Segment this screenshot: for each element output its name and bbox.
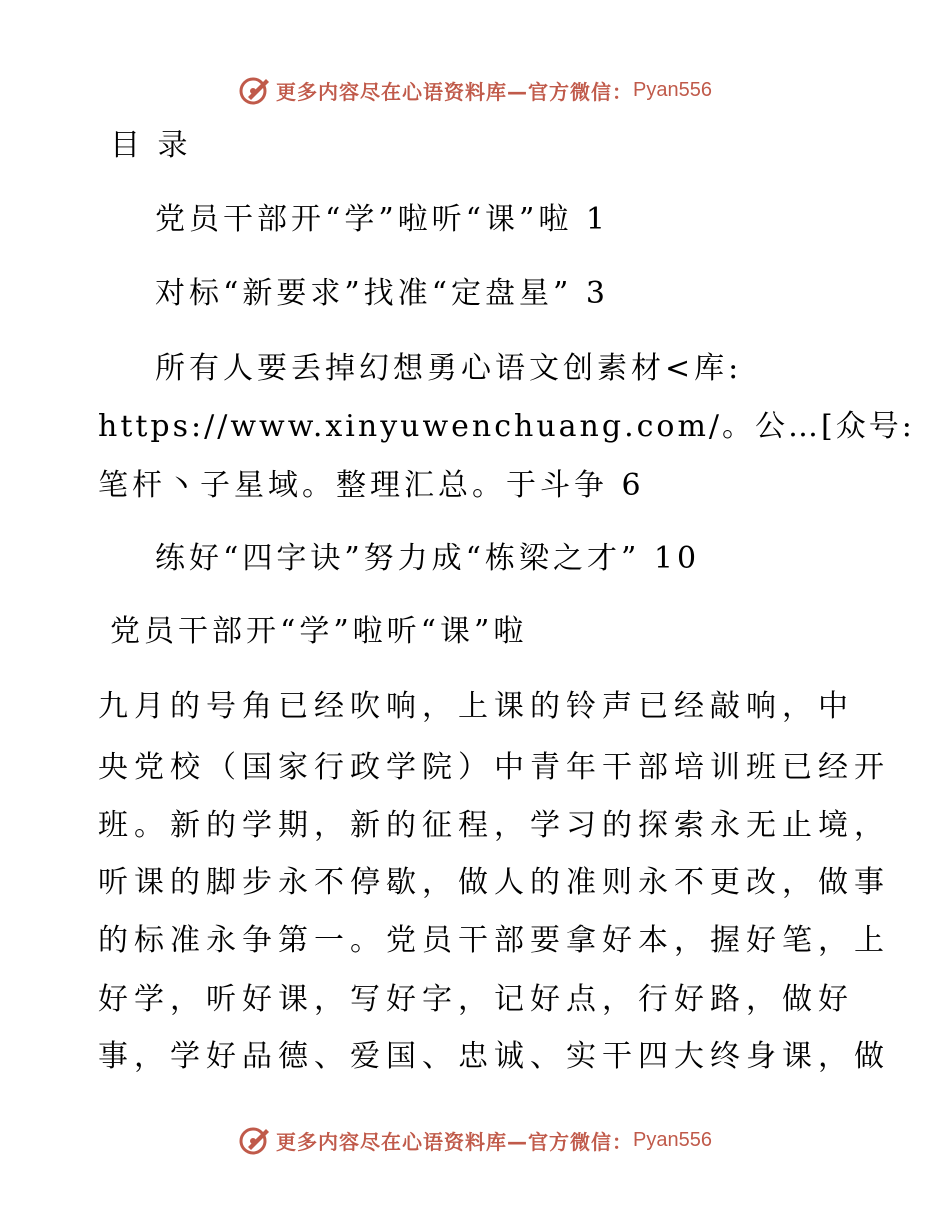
article-line: 央党校（国家行政学院）中青年干部培训班已经开 [98,750,890,785]
article-heading: 党员干部开“学”啦听“课”啦 [110,614,528,649]
toc-title: 目 录 [110,128,192,163]
toc-entry-4: 练好“四字诀”努力成“栋梁之才” 10 [155,541,701,576]
article-line: 班。新的学期，新的征程，学习的探索永无止境， [98,808,890,843]
footer-banner [0,1120,950,1160]
article-line: 好学，听好课，写好字，记好点，行好路，做好 [98,982,854,1017]
footer-banner-id: Pyan556 [633,1128,712,1151]
article-line: 听课的脚步永不停歇，做人的准则永不更改，做事 [98,865,890,900]
footer-banner-text: 更多内容尽在心语资料库—官方微信： [276,1129,634,1154]
article-line: 九月的号角已经吹响，上课的铃声已经敲响，中 [98,689,854,724]
toc-entry-3: 所有人要丢掉幻想勇心语文创素材<库: [155,351,743,386]
header-banner-id: Pyan556 [633,78,712,101]
pen-circle-logo-icon [238,73,272,107]
toc-entry-1: 党员干部开“学”啦听“课”啦 1 [155,202,609,237]
header-banner [0,70,950,110]
toc-entry-3-cont: https://www.xinyuwenchuang.com/。公…[众号: [98,409,915,444]
toc-entry-2: 对标“新要求”找准“定盘星” 3 [155,276,609,311]
pen-circle-logo-icon [238,1123,272,1157]
header-banner-text: 更多内容尽在心语资料库—官方微信： [276,79,634,104]
article-line: 事，学好品德、爱国、忠诚、实干四大终身课，做 [98,1039,890,1074]
article-line: 的标准永争第一。党员干部要拿好本，握好笔，上 [98,923,890,958]
toc-entry-3-cont2: 笔杆丶子星域。整理汇总。于斗争 6 [98,468,645,503]
